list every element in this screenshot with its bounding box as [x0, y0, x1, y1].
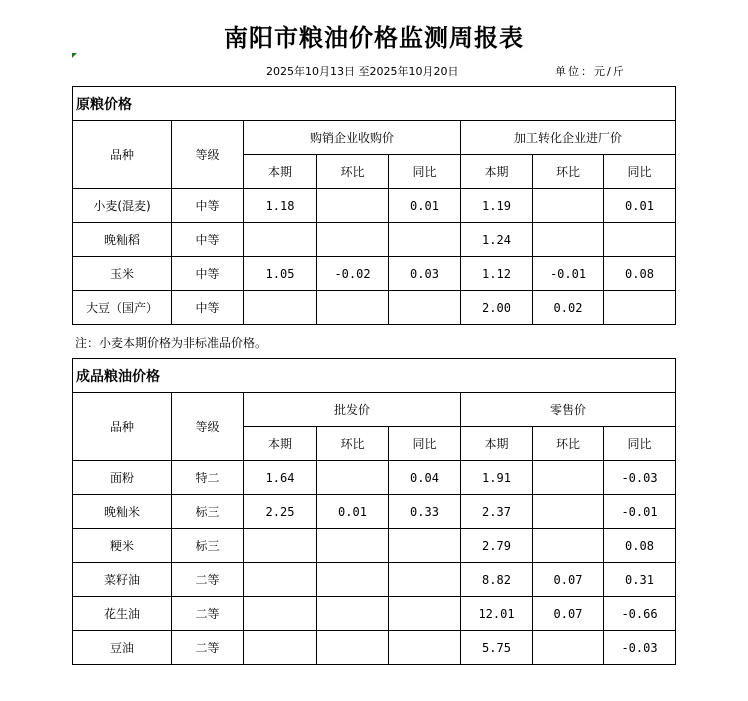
cell-yoy: 0.03 — [389, 257, 461, 291]
cell-current: 1.18 — [244, 189, 317, 223]
cell-mom — [533, 631, 604, 665]
cell-current — [244, 631, 317, 665]
cell-current: 1.64 — [244, 461, 317, 495]
cell-current: 2.25 — [244, 495, 317, 529]
cell-mom: -0.02 — [317, 257, 389, 291]
subheader-current: 本期 — [244, 155, 317, 189]
table-row — [73, 597, 676, 631]
cell-yoy: -0.01 — [604, 495, 676, 529]
header-factory-price: 加工转化企业进厂价 — [461, 121, 676, 155]
table-row — [73, 189, 676, 223]
cell-variety: 豆油 — [73, 631, 172, 665]
cell-variety: 晚籼米 — [73, 495, 172, 529]
header-retail-price: 零售价 — [461, 393, 676, 427]
cell-variety: 花生油 — [73, 597, 172, 631]
subheader-yoy: 同比 — [389, 427, 461, 461]
cell-grade: 特二 — [172, 461, 244, 495]
cell-mom: 0.02 — [533, 291, 604, 325]
cell-yoy: 0.08 — [604, 529, 676, 563]
cell-yoy: -0.03 — [604, 631, 676, 665]
cell-mom — [533, 461, 604, 495]
cell-mom: 0.07 — [533, 563, 604, 597]
cell-current: 8.82 — [461, 563, 533, 597]
unit-label: 单位：元/斤 — [555, 65, 626, 78]
cell-current: 1.91 — [461, 461, 533, 495]
table-row — [73, 529, 676, 563]
cell-variety: 晚籼稻 — [73, 223, 172, 257]
cell-current — [244, 563, 317, 597]
cell-mom — [317, 529, 389, 563]
cell-yoy — [389, 631, 461, 665]
cell-yoy: 0.33 — [389, 495, 461, 529]
cell-yoy — [389, 291, 461, 325]
cell-mom — [317, 189, 389, 223]
subheader-current: 本期 — [461, 155, 533, 189]
cell-yoy — [389, 563, 461, 597]
cell-current: 5.75 — [461, 631, 533, 665]
cell-current — [244, 597, 317, 631]
cell-mom — [317, 563, 389, 597]
finished-rows — [73, 461, 676, 665]
subheader-yoy: 同比 — [604, 427, 676, 461]
raw-grain-rows — [73, 189, 676, 325]
cell-yoy: 0.31 — [604, 563, 676, 597]
cell-current: 1.24 — [461, 223, 533, 257]
cell-grade: 二等 — [172, 563, 244, 597]
subheader-current: 本期 — [461, 427, 533, 461]
footnote: 注：小麦本期价格为非标准品价格。 — [75, 336, 268, 350]
header-variety: 品种 — [73, 393, 172, 461]
cell-mom: -0.01 — [533, 257, 604, 291]
table-row — [73, 563, 676, 597]
cell-grade: 中等 — [172, 223, 244, 257]
subheader-current: 本期 — [244, 427, 317, 461]
cell-grade: 中等 — [172, 291, 244, 325]
subheader-mom: 环比 — [533, 155, 604, 189]
cell-current: 2.37 — [461, 495, 533, 529]
cell-yoy: -0.03 — [604, 461, 676, 495]
cell-variety: 菜籽油 — [73, 563, 172, 597]
cell-variety: 玉米 — [73, 257, 172, 291]
cell-yoy — [389, 529, 461, 563]
cell-mom — [317, 223, 389, 257]
section-title-raw-grain: 原粮价格 — [73, 87, 676, 121]
cell-yoy: 0.08 — [604, 257, 676, 291]
cell-variety: 面粉 — [73, 461, 172, 495]
cell-mom — [317, 291, 389, 325]
cell-mom — [533, 189, 604, 223]
cell-current: 1.12 — [461, 257, 533, 291]
cell-grade: 二等 — [172, 631, 244, 665]
cell-mom — [533, 495, 604, 529]
header-grade: 等级 — [172, 393, 244, 461]
cell-mom — [533, 529, 604, 563]
finished-grain-oil-price-table — [72, 358, 676, 665]
cell-current: 2.79 — [461, 529, 533, 563]
cell-mom — [317, 597, 389, 631]
cell-yoy: 0.01 — [604, 189, 676, 223]
subheader-yoy: 同比 — [389, 155, 461, 189]
subheader-yoy: 同比 — [604, 155, 676, 189]
header-grade: 等级 — [172, 121, 244, 189]
cell-variety: 小麦(混麦) — [73, 189, 172, 223]
table-row — [73, 223, 676, 257]
report-title: 南阳市粮油价格监测周报表 — [224, 23, 524, 52]
cell-grade: 二等 — [172, 597, 244, 631]
cell-mom — [317, 461, 389, 495]
subheader-mom: 环比 — [317, 427, 389, 461]
cell-current — [244, 291, 317, 325]
cell-current: 12.01 — [461, 597, 533, 631]
cell-yoy: 0.01 — [389, 189, 461, 223]
cell-current: 2.00 — [461, 291, 533, 325]
cell-grade: 中等 — [172, 257, 244, 291]
cell-mom — [533, 223, 604, 257]
cell-mom: 0.07 — [533, 597, 604, 631]
cell-yoy — [389, 223, 461, 257]
table-row — [73, 631, 676, 665]
subheader-mom: 环比 — [533, 427, 604, 461]
cell-corner-marker-icon — [72, 53, 77, 58]
cell-grade: 标三 — [172, 495, 244, 529]
date-range: 2025年10月13日 至2025年10月20日 — [266, 65, 459, 78]
table-row — [73, 495, 676, 529]
table-row — [73, 291, 676, 325]
cell-variety: 粳米 — [73, 529, 172, 563]
cell-yoy — [604, 291, 676, 325]
cell-current — [244, 223, 317, 257]
cell-current — [244, 529, 317, 563]
cell-yoy: 0.04 — [389, 461, 461, 495]
section-title-finished: 成品粮油价格 — [73, 359, 676, 393]
cell-current: 1.19 — [461, 189, 533, 223]
cell-current: 1.05 — [244, 257, 317, 291]
cell-yoy — [604, 223, 676, 257]
header-variety: 品种 — [73, 121, 172, 189]
cell-mom: 0.01 — [317, 495, 389, 529]
cell-variety: 大豆（国产） — [73, 291, 172, 325]
subheader-mom: 环比 — [317, 155, 389, 189]
cell-mom — [317, 631, 389, 665]
header-wholesale-price: 批发价 — [244, 393, 461, 427]
cell-grade: 标三 — [172, 529, 244, 563]
cell-yoy: -0.66 — [604, 597, 676, 631]
cell-yoy — [389, 597, 461, 631]
raw-grain-price-table — [72, 86, 676, 325]
table-row — [73, 461, 676, 495]
cell-grade: 中等 — [172, 189, 244, 223]
header-purchase-price: 购销企业收购价 — [244, 121, 461, 155]
table-row — [73, 257, 676, 291]
